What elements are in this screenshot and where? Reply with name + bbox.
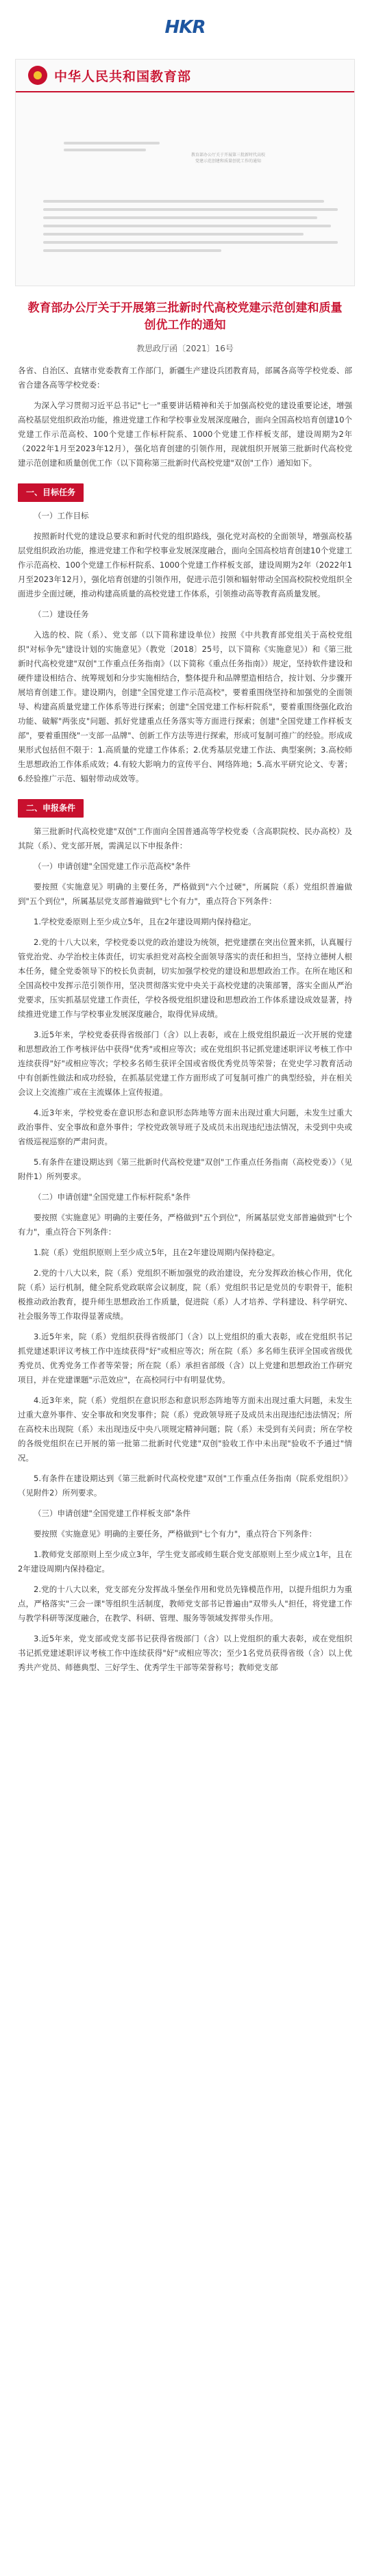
document-text-line bbox=[64, 142, 160, 144]
brand-text: HKR bbox=[164, 17, 206, 38]
document-text-line bbox=[43, 249, 221, 252]
condition-item: 2.党的十八大以来，党支部充分发挥战斗堡垒作用和党员先锋模范作用，以提升组织力为重点，严格落实"三会一课"等组织生活制度，教师党支部书记普遍由"双带头人"担任，将党建工作与教学科研等深度融合，在教学、科研、管理、服务等领域发挥带头作用。 bbox=[18, 1584, 352, 1623]
condition-item: 1.学校党委原则上至少成立5年，且在2年建设周期内保持稳定。 bbox=[34, 917, 256, 926]
intro-paragraph: 为深入学习贯彻习近平总书记"七一"重要讲话精神和关于加强高校党的建设重要论述，增强高校基层党组织政治功能，推进党建工作和学校事业发展深度融合，面向全国高校培育创建10个党建工作示范高校、100个党建工作标杆院系、1000个党建工作样板支部，建设周期为2年（2022年1月至2023年12月），强化培育创建的引领作用，现就组织开展第三批新时代高校党建示范创建和质量创优工作（以下简称第三批新时代高校党建"双创"工作）通知如下。 bbox=[18, 401, 352, 468]
stamp-line: 教育部办公厅关于开展第三批新时代高校 bbox=[190, 153, 265, 157]
condition-item: 3.近5年来，院（系）党组织获得省级部门（含）以上党组织的重大表彰，或在党组织书记抓党建述职评议考核工作中连续获得"好"或相应等次；所在院（系）多名师生获评全国或省级优秀党员、优秀党务工作者等荣誉；所在院（系）承担省部级（含）以上党建和思想政治工作研究项目，并在党建课题"示范效应"，在高校同行中有明显优势。 bbox=[18, 1332, 352, 1385]
paragraph: 要按照《实施意见》明确的主要任务，严格做到"七个有力"，重点符合下列条件： bbox=[34, 1529, 317, 1539]
condition-item: 2.党的十八大以来，院（系）党组织不断加强党的政治建设，充分发挥政治核心作用，优化院（系）运行机制，健全院系党政联席会议制度，院（系）党组织书记是党员的专职骨干，能积极推动政治教育，提升师生思想政治工作质量，促进院（系）人才培养、学科建设、科学研究、社会服务等工作取得显著成绩。 bbox=[18, 1268, 352, 1321]
condition-item: 2.党的十八大以来，学校党委以党的政治建设为统领，把党建摆在突出位置来抓，认真履行管党治党、办学治校主体责任，切实承担党对高校全面领导落实的责任和担当，坚持立德树人根本任务，健全党委领导下的校长负责制，切实加强学校党的建设和思想政治工作。在所在地区和全国高校中发挥示范引领作用，坚决贯彻落实党中央关于高校党建的决策部署，落实全面从严治党要求，压实抓基层党建工作责任，学校各级党组织建设和思想政治工作体系建设成效显著，持续推进党建工作与学校事业发展深度融合，取得优异成绩。 bbox=[18, 937, 352, 1019]
ministry-name: 中华人民共和国教育部 bbox=[54, 68, 192, 84]
condition-item: 5.有条件在建设期达到《第三批新时代高校党建"双创"工作重点任务指南（高校党委）》（见附件1）所列要求。 bbox=[18, 1157, 352, 1181]
paragraph: 要按照《实施意见》明确的主要任务，严格做到"五个到位"，所属基层党支部普遍做到"七个有力"，重点符合下列条件： bbox=[18, 1213, 352, 1237]
national-emblem-icon bbox=[28, 66, 47, 85]
stamp-line: 党建示范创建和质量创优工作的通知 bbox=[195, 159, 261, 164]
condition-item: 3.近5年来，党支部或党支部书记获得省级部门（含）以上党组织的重大表彰，或在党组织书记抓党建述职评议考核工作中连续获得"好"或相应等次；至少1名党员获得省级（含）以上优秀共产党员、师德典型、三好学生、优秀学生干部等荣誉称号；教师党支部 bbox=[18, 1634, 352, 1672]
subsection-heading: （二）申请创建"全国党建工作标杆院系"条件 bbox=[34, 1192, 191, 1202]
brand-header bbox=[0, 0, 370, 55]
document-text-line bbox=[43, 216, 317, 219]
paragraph: 要按照《实施意见》明确的主要任务，严格做到"六个过硬"，所属院（系）党组织普遍做到"五个到位"，所属基层党支部普遍做到"七个有力"，重点符合下列条件： bbox=[18, 882, 352, 906]
notice-title: 教育部办公厅关于开展第三批新时代高校党建示范创建和质量创优工作的通知 bbox=[27, 301, 343, 332]
document-text-line bbox=[43, 208, 338, 211]
notice-body bbox=[0, 354, 370, 1675]
section-heading: 二、申报条件 bbox=[18, 799, 84, 818]
paragraph: 按照新时代党的建设总要求和新时代党的组织路线，强化党对高校的全面领导，增强高校基层党组织政治功能，推进党建工作和学校事业发展深度融合，面向全国高校培育创建10个党建工作示范高校、100个党建工作标杆院系、1000个党建工作样板支部，建设周期为2年（2022年1月至2023年12月），强化培育创建的引领作用，促进示范引领和辐射带动全国高校院校党组织全面进步全面过硬，推动构建高质量的高校党建工作体系，引领推动高等教育高质量发展。 bbox=[18, 531, 352, 598]
condition-item: 4.近3年来，院（系）党组织在意识形态和意识形态阵地等方面未出现过重大问题，未发生过重大意外事件、安全事故和突发事件；院（系）党政领导班子及成员未出现违纪违法情况；所在高校未出现院（系）未出现违反中央八项规定精神问题；院（系）未受到有关问责；所在学校的各级党组织在已开展的第一批第二批新时代党建"双创"验收工作中未出现"验收不予通过"情况。 bbox=[18, 1396, 352, 1463]
document-text-line bbox=[43, 241, 338, 244]
condition-item: 5.有条件在建设期达到《第三批新时代高校党建"双创"工作重点任务指南（院系党组织）》（见附件2）所列要求。 bbox=[18, 1474, 352, 1498]
subsection-heading: （二）建设任务 bbox=[34, 609, 89, 619]
subsection-heading: （一）工作目标 bbox=[34, 511, 89, 520]
document-text-line bbox=[43, 200, 324, 203]
condition-item: 3.近5年来，学校党委获得省级部门（含）以上表彰，或在上级党组织最近一次开展的党建和思想政治工作考核评估中获得"优秀"或相应等次；或在党组织书记抓党建述职评议考核工作中连续获得"好"或相应等次；学校多名师生获评全国或省级优秀党员等荣誉；在党史学习教育活动中有创新性做法和成功经验，在抓基层党建工作方面形成了可复制可推广的典型经验，并在相关会议上交流推广或在主流媒体上宣传报道。 bbox=[18, 1030, 352, 1097]
condition-item: 1.院（系）党组织原则上至少成立5年，且在2年建设周期内保持稳定。 bbox=[34, 1248, 280, 1257]
subsection-heading: （三）申请创建"全国党建工作样板支部"条件 bbox=[34, 1508, 191, 1518]
document-letterhead bbox=[16, 60, 354, 92]
document-text-line bbox=[43, 233, 304, 236]
salutation: 各省、自治区、直辖市党委教育工作部门，新疆生产建设兵团教育局，部属各高等学校党委、部省合建各高等学校党委： bbox=[18, 366, 352, 390]
document-text-line bbox=[64, 149, 146, 151]
document-number: 教思政厅函〔2021〕16号 bbox=[136, 344, 234, 353]
brand-logo bbox=[165, 17, 206, 38]
subsection-heading: （一）申请创建"全国党建工作示范高校"条件 bbox=[34, 861, 191, 871]
condition-item: 4.近3年来，学校党委在意识形态和意识形态阵地等方面未出现过重大问题，未发生过重大政治事件、安全事故和意外事件；学校党政领导班子及成员未出现违纪违法情况，未受到中央或省级巡视巡察的严肃问责。 bbox=[18, 1108, 352, 1146]
paragraph: 入选的校、院（系）、党支部（以下简称建设单位）按照《中共教育部党组关于高校党组织"对标争先"建设计划的实施意见》（教党〔2018〕25号，以下简称《实施意见》）和《第三批新时代高校党建"双创"工作重点任务指南》（以下简称《重点任务指南》）规定，坚持软件建设和硬件建设相结合、统筹规划和分步实施相结合，整体提升和品牌塑造相结合，按计划、分步骤开展培育创建工作。建设期内，创建"全国党建工作示范高校"，要着重围绕坚持和加强党的全面领导、构建高质量党建工作体系等进行探索；创建"全国党建工作标杆院系"，要着重围绕强化政治功能、破解"两张皮"问题、抓好党建重点任务落实等方面进行探索；创建"全国党建工作样板支部"，要着重围绕"一支部一品牌"、创新工作方法等进行探索，形成可复制可推广的经验。形成成果形式包括但不限于：1.高质量的党建工作体系；2.优秀基层党建工作法、典型案例；3.高校师生思想政治工作体系成效；4.有较大影响力的宣传平台、网络阵地；5.高水平研究论文、专著；6.经验推广示范、辐射带动成效等。 bbox=[18, 630, 352, 783]
paragraph: 第三批新时代高校党建"双创"工作面向全国普通高等学校党委（含高职院校、民办高校）及其院（系）、党支部开展，需满足以下申报条件： bbox=[18, 826, 352, 850]
document-text-line bbox=[43, 225, 331, 227]
document-stamp bbox=[187, 152, 269, 186]
condition-item: 1.教师党支部原则上至少成立3年，学生党支部或师生联合党支部原则上至少成立1年，且在2年建设周期内保持稳定。 bbox=[18, 1550, 352, 1574]
section-heading: 一、目标任务 bbox=[18, 483, 84, 502]
document-scan-image bbox=[15, 59, 355, 286]
